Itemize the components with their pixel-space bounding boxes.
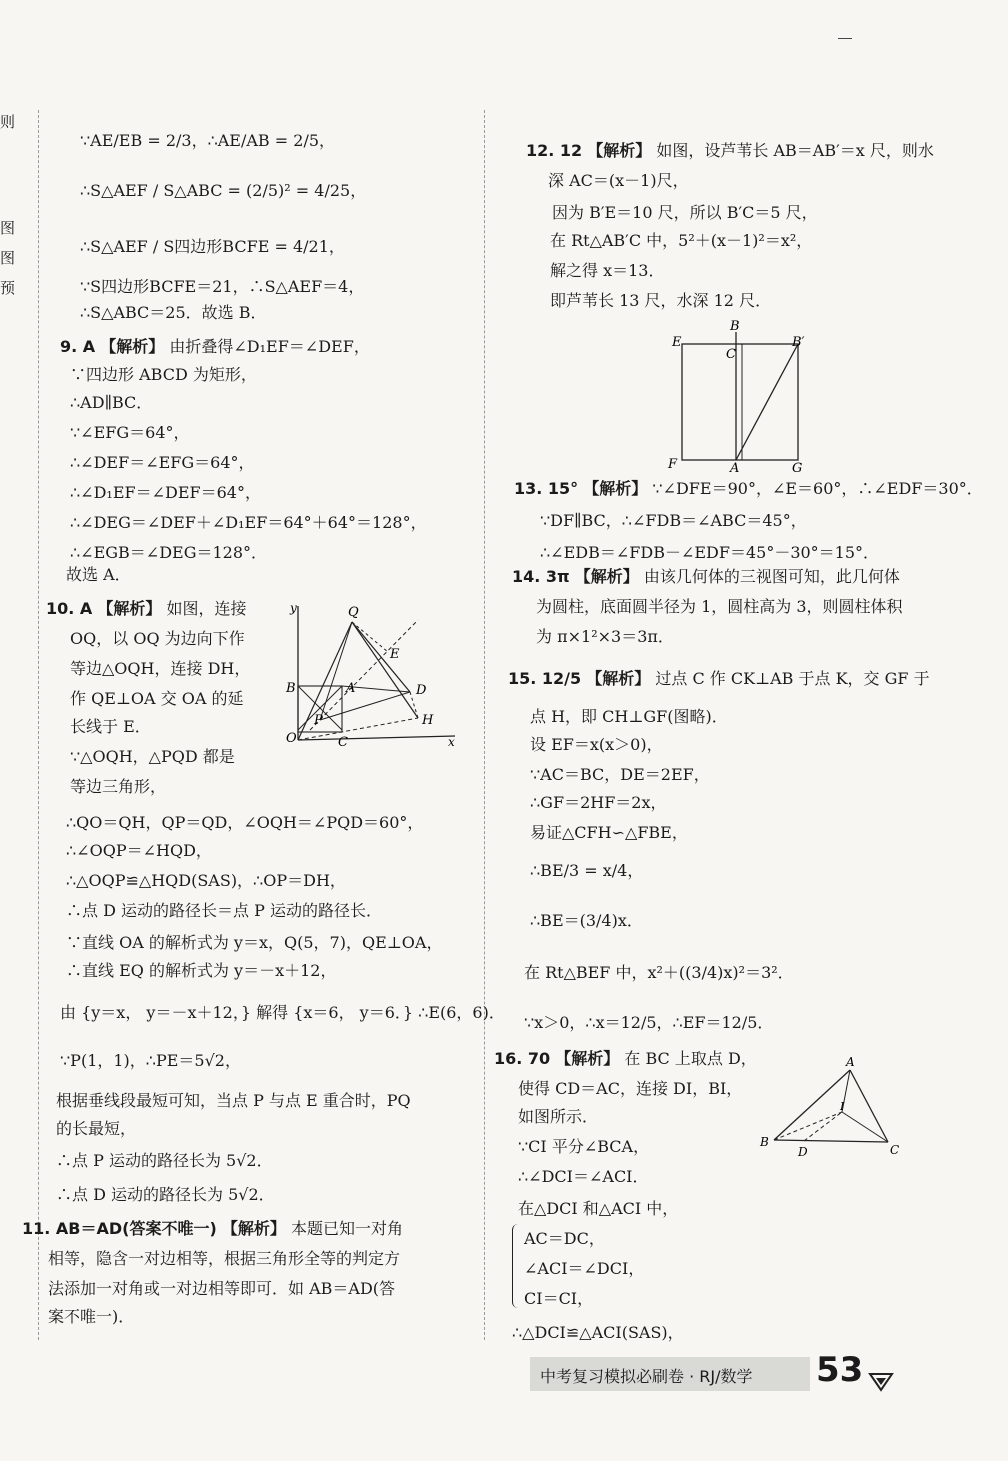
text-line: ∴∠DEG＝∠DEF＋∠D₁EF＝64°＋64°＝128°， <box>70 513 427 532</box>
analysis-tag: 【解析】 <box>586 669 651 688</box>
figure-q10 <box>280 600 460 750</box>
x-axis <box>298 736 455 740</box>
label-F: F <box>668 457 678 472</box>
question-number: 14. 3π <box>512 567 570 586</box>
text-line: 解之得 x＝13． <box>550 261 665 280</box>
page-number: 53 <box>816 1350 864 1390</box>
label-x: x <box>448 735 455 749</box>
text-line: 在 Rt△AB′C 中，5²＋(x－1)²＝x²， <box>550 231 813 250</box>
text-line: ∴∠D₁EF＝∠DEF＝64°， <box>70 483 261 502</box>
label-G: G <box>792 461 803 476</box>
label-I: I <box>840 1100 845 1113</box>
question-number: 9. A <box>60 337 96 356</box>
analysis-tag: 【解析】 <box>574 567 639 586</box>
question-number: 16. 70 <box>494 1049 551 1068</box>
text-line: ∴GF＝2HF＝2x， <box>530 793 667 812</box>
text-line: ∴直线 EQ 的解析式为 y＝－x＋12， <box>66 961 337 980</box>
text-line: ∴∠DCI＝∠ACI． <box>518 1167 649 1186</box>
footer-book-title: 中考复习模拟必刷卷 · RJ/数学 <box>540 1367 753 1386</box>
question-14-header <box>512 566 900 588</box>
edge-char: 图 <box>0 219 16 237</box>
text-line: 案不唯一)． <box>48 1307 135 1326</box>
text-line: ∴QO＝QH，QP＝QD，∠OQH＝∠PQD＝60°， <box>66 813 424 832</box>
analysis-tag: 【解析】 <box>221 1219 286 1238</box>
left-margin-divider <box>38 110 39 1340</box>
text-line: 如图所示． <box>518 1107 599 1126</box>
analysis-tag: 【解析】 <box>555 1049 620 1068</box>
segment-PQ <box>320 622 352 720</box>
label-B: B <box>760 1135 769 1149</box>
text-line: ∴S△AEF / S△ABC = (2/5)² = 4/25， <box>80 181 367 200</box>
text-line: 设 EF＝x(x＞0)， <box>530 735 663 754</box>
text-span: ∵∠DFE＝90°，∠E＝60°，∴∠EDF＝30°． <box>652 479 983 498</box>
label-H: H <box>422 713 434 728</box>
text-line: 相等，隐含一对边相等，根据三角形全等的判定方 <box>48 1249 401 1268</box>
analysis-tag: 【解析】 <box>100 337 165 356</box>
text-line: ∵∠EFG＝64°， <box>70 423 190 442</box>
label-O: O <box>286 731 297 746</box>
text-line: OQ，以 OQ 为边向下作 <box>70 629 245 648</box>
text-line: ∴点 D 运动的路径长为 5√2． <box>56 1185 275 1204</box>
segment-BC <box>774 1140 888 1142</box>
question-number: 11. AB＝AD(答案不唯一) <box>22 1219 217 1238</box>
segment-AC <box>850 1070 888 1142</box>
question-13-header <box>514 478 983 500</box>
text-line: ∵四边形 ABCD 为矩形， <box>70 365 257 384</box>
text-line: ∵直线 OA 的解析式为 y＝x，Q(5，7)，QE⊥OA， <box>66 933 443 952</box>
label-A: A <box>846 1055 855 1069</box>
analysis-tag: 【解析】 <box>97 599 162 618</box>
text-line: 等边△OQH，连接 DH， <box>70 659 251 678</box>
figure-q12 <box>664 318 814 478</box>
segment-BI <box>774 1112 842 1140</box>
text-line: ∵AE/EB = 2/3，∴AE/AB = 2/5， <box>80 131 336 150</box>
text-line: ∴BE＝(3/4)x． <box>530 911 643 930</box>
triangle-down-icon <box>868 1372 894 1392</box>
edge-char: 图 <box>0 249 16 267</box>
label-y: y <box>290 601 297 615</box>
label-C: C <box>726 347 736 362</box>
segment-AB-prime <box>736 344 798 460</box>
label-C: C <box>890 1143 900 1157</box>
label-D: D <box>416 683 427 698</box>
segment-PD <box>320 692 410 720</box>
text-line: 因为 B′E＝10 尺，所以 B′C＝5 尺， <box>552 203 818 222</box>
question-number: 13. 15° <box>514 479 579 498</box>
text-line: 法添加一对角或一对边相等即可．如 AB＝AD(答 <box>48 1279 396 1298</box>
text-line: ∴∠EGB＝∠DEG＝128°． <box>70 543 268 562</box>
text-span: 如图，设芦苇长 AB＝AB′＝x 尺，则水 <box>656 141 934 160</box>
question-16-header <box>494 1048 757 1070</box>
text-span: 由该几何体的三视图可知，此几何体 <box>643 567 900 586</box>
text-line: 的长最短， <box>56 1119 137 1138</box>
text-line: ∵CI 平分∠BCA， <box>518 1137 650 1156</box>
text-line: 作 QE⊥OA 交 OA 的延 <box>70 689 244 708</box>
text-line: ∵S四边形BCFE＝21，∴S△AEF＝4， <box>80 277 365 296</box>
brace-icon <box>512 1224 519 1308</box>
segment-BA <box>774 1070 850 1140</box>
pond-square <box>682 344 798 460</box>
text-line: ∴△OQP≌△HQD(SAS)，∴OP＝DH， <box>66 871 346 890</box>
label-D: D <box>798 1145 808 1159</box>
question-number: 12. 12 <box>526 141 583 160</box>
text-line: CI＝CI， <box>524 1289 594 1308</box>
text-line: 为 π×1²×3＝3π． <box>536 627 674 646</box>
text-line: ∴点 D 运动的路径长＝点 P 运动的路径长． <box>66 901 382 920</box>
column-divider <box>484 110 485 1340</box>
text-line: 长线于 E． <box>70 717 151 736</box>
text-span: 如图，连接 <box>166 599 247 618</box>
question-10-header <box>46 598 247 620</box>
question-15-header <box>508 668 930 690</box>
text-span: 在 BC 上取点 D， <box>624 1049 757 1068</box>
text-line: ∴BE/3 = x/4， <box>530 861 644 880</box>
text-line: 点 H，即 CH⊥GF(图略)． <box>530 707 728 726</box>
label-A: A <box>346 681 356 696</box>
text-line: ∴AD∥BC． <box>70 393 153 412</box>
label-E: E <box>672 335 682 350</box>
text-line: ∴∠DEF＝∠EFG＝64°， <box>70 453 255 472</box>
corner-mark <box>838 38 852 39</box>
label-B: B <box>730 319 740 334</box>
segment-QH <box>352 622 418 718</box>
text-line: 由 {y＝x， y＝－x＋12，} 解得 {x＝6， y＝6．} ∴E(6，6)． <box>60 1003 505 1022</box>
text-line: 在 Rt△BEF 中，x²＋((3/4)x)²＝3²． <box>524 963 794 982</box>
text-line: 为圆柱，底面圆半径为 1，圆柱高为 3，则圆柱体积 <box>536 597 903 616</box>
text-line: ∴∠EDB＝∠FDB－∠EDF＝45°－30°＝15°． <box>540 543 880 562</box>
segment-IC <box>842 1112 888 1142</box>
text-line: ∴S△AEF / S四边形BCFE = 4/21， <box>80 237 345 256</box>
text-line: 即芦苇长 13 尺，水深 12 尺． <box>550 291 772 310</box>
text-line: ∴S△ABC＝25．故选 B． <box>80 303 267 322</box>
text-line: 在△DCI 和△ACI 中， <box>518 1199 679 1218</box>
label-Q: Q <box>348 605 359 620</box>
label-C: C <box>338 735 348 750</box>
edge-char: 则 <box>0 113 16 131</box>
text-line: AC＝DC， <box>524 1229 605 1248</box>
segment-DI <box>804 1112 842 1141</box>
text-span: 本题已知一对角 <box>291 1219 404 1238</box>
label-P: P <box>314 713 323 728</box>
figure-q16 <box>756 1054 906 1164</box>
text-line: ∴△DCI≌△ACI(SAS)， <box>512 1323 684 1342</box>
question-number: 15. 12/5 <box>508 669 582 688</box>
text-span: 过点 C 作 CK⊥AB 于点 K，交 GF 于 <box>655 669 930 688</box>
question-11-header <box>22 1218 403 1240</box>
text-span: 由折叠得∠D₁EF＝∠DEF， <box>169 337 370 356</box>
question-number: 10. A <box>46 599 93 618</box>
label-B-prime: B′ <box>792 335 805 350</box>
text-line: ∵AC＝BC，DE＝2EF， <box>530 765 710 784</box>
text-line: ∵P(1，1)，∴PE＝5√2， <box>60 1051 241 1070</box>
analysis-tag: 【解析】 <box>583 479 648 498</box>
question-9-header <box>60 336 370 358</box>
text-line: 易证△CFH∽△FBE， <box>530 823 688 842</box>
edge-char: 预 <box>0 279 16 297</box>
label-E: E <box>390 647 400 662</box>
text-line: ∴点 P 运动的路径长为 5√2． <box>56 1151 273 1170</box>
text-line: ∵DF∥BC，∴∠FDB＝∠ABC＝45°， <box>540 511 807 530</box>
text-line: ∵△OQH，△PQD 都是 <box>70 747 235 766</box>
text-line: 根据垂线段最短可知，当点 P 与点 E 重合时，PQ <box>56 1091 411 1110</box>
text-line: ∠ACI＝∠DCI， <box>524 1259 645 1278</box>
text-line: ∴∠OQP＝∠HQD， <box>66 841 212 860</box>
text-line: ∵x＞0，∴x＝12/5，∴EF＝12/5． <box>524 1013 774 1032</box>
text-line: 使得 CD＝AC，连接 DI，BI， <box>518 1079 743 1098</box>
label-B: B <box>286 681 296 696</box>
text-line: 故选 A． <box>66 565 131 584</box>
label-A: A <box>730 461 740 476</box>
text-line: 深 AC＝(x－1)尺， <box>548 171 689 190</box>
analysis-tag: 【解析】 <box>587 141 652 160</box>
text-line: 等边三角形， <box>70 777 167 796</box>
question-12-header <box>526 140 934 162</box>
